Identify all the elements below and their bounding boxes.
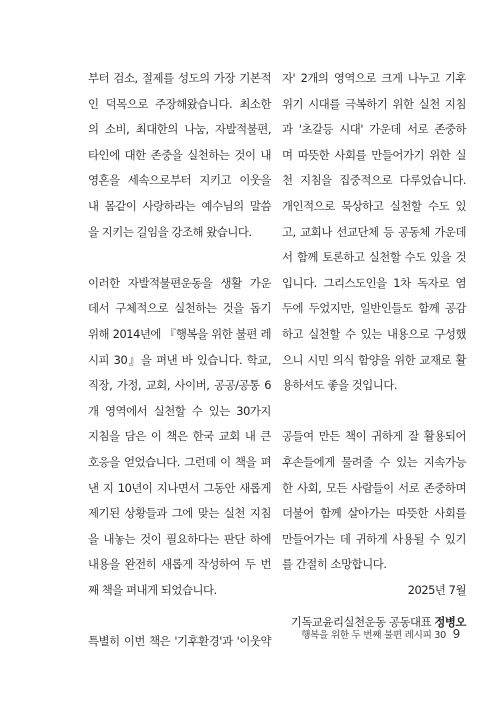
page-footer [301,627,460,641]
text-line: 후손들에게 물려줄 수 있는 지속가능 [282,454,466,469]
text-line: 부터 검소, 절제를 성도의 가장 기본적 [88,71,271,85]
text-line: 만들어가는 데 귀하게 사용될 수 있기 [282,531,466,546]
date: 2025년 7월 [407,582,466,597]
text-line: 개인적으로 묵상하고 실천할 수도 있 [282,198,466,213]
paragraph-gap [282,603,466,610]
paragraph-gap [88,603,271,629]
running-title: 행복을 위한 두 번째 불편 레시피 30 [301,630,446,641]
text-line: 서 함께 토론하고 실천할 수도 있을 것 [282,250,466,265]
text-line: 을 지키는 길임을 강조해 왔습니다. [88,224,252,239]
left-column [88,66,271,655]
text-line: 인 덕목으로 주장해왔습니다. 최소한 [88,96,271,111]
text-line: 며 따뜻한 사회를 만들어가기 위한 실 [282,147,466,162]
text-line: 과 '초갈등 시대' 가운데 서로 존중하 [282,122,466,137]
text-line: 제기된 상황들과 그에 맞는 실천 지침 [88,506,271,521]
text-line: 직장, 가정, 교회, 사이버, 공공/공통 6 [88,378,271,393]
text-line: 지침을 담은 이 책은 한국 교회 내 큰 [88,429,271,444]
text-line: 천 지침을 집중적으로 다루었습니다. [282,173,466,188]
text-line: 더불어 함께 살아가는 따뜻한 사회를 [282,506,466,521]
text-line: 영혼을 세속으로부터 지키고 이웃을 [88,173,271,188]
text-line: 째 책을 펴내게 되었습니다. [88,582,217,597]
text-line: 내 몸같이 사랑하라는 예수님의 말씀 [88,198,271,213]
text-line: 을 내놓는 것이 필요하다는 판단 하에 [88,531,271,546]
text-line: 타인에 대한 존중을 실천하는 것이 내 [88,147,271,162]
signature-name: 정병오 [434,615,466,630]
text-line: 자' 2개의 영역으로 크게 나누고 기후 [282,71,466,85]
paragraph-3 [88,629,271,655]
text-line: 위해 2014년에 『행복을 위한 불편 레 [88,326,271,341]
text-line: 특별히 이번 책은 '기후환경'과 '이웃약 [88,634,271,649]
text-line: 를 간절히 소망합니다. [282,557,387,572]
signature-organization: 기독교윤리실천운동 공동대표 [290,615,432,630]
text-line: 고, 교회나 선교단체 등 공동체 가운데 [282,224,466,239]
text-line: 공들여 만든 책이 귀하게 잘 활용되어 [282,429,466,444]
text-line: 두에 두었지만, 일반인들도 함께 공감 [282,301,466,316]
text-line: 한 사회, 모든 사람들이 서로 존중하며 [282,480,466,495]
text-line: 이러한 자발적불편운동을 생활 가운 [88,275,271,290]
text-line: 위기 시대를 극복하기 위한 실천 지침 [282,96,466,111]
text-line: 데서 구체적으로 실천하는 것을 돕기 [88,301,271,316]
text-line: 의 소비, 최대한의 나눔, 자발적불편, [88,122,271,137]
paragraph-gap [282,399,466,425]
paragraph-1 [88,66,271,245]
right-column [282,66,466,636]
text-line: 호응을 얻었습니다. 그런데 이 책을 펴 [88,454,271,469]
paragraph-4 [282,424,466,578]
text-line: 입니다. 그리스도인을 1차 독자로 염 [282,275,466,290]
page-number: 9 [452,627,460,641]
text-line: 으니 시민 의식 함양을 위한 교재로 활 [282,352,466,367]
text-line: 시피 30』을 펴낸 바 있습니다. 학교, [88,352,271,367]
paragraph-2 [88,271,271,604]
paragraph-gap [88,245,271,271]
text-line: 하고 실천할 수 있는 내용으로 구성했 [282,326,466,341]
text-line: 개 영역에서 실천할 수 있는 30가지 [88,403,271,418]
text-line: 낸 지 10년이 지나면서 그동안 새롭게 [88,480,271,495]
text-line: 내용을 완전히 새롭게 작성하여 두 번 [88,557,271,572]
text-line: 용하셔도 좋을 것입니다. [282,378,398,393]
paragraph-3-continued [282,66,466,399]
